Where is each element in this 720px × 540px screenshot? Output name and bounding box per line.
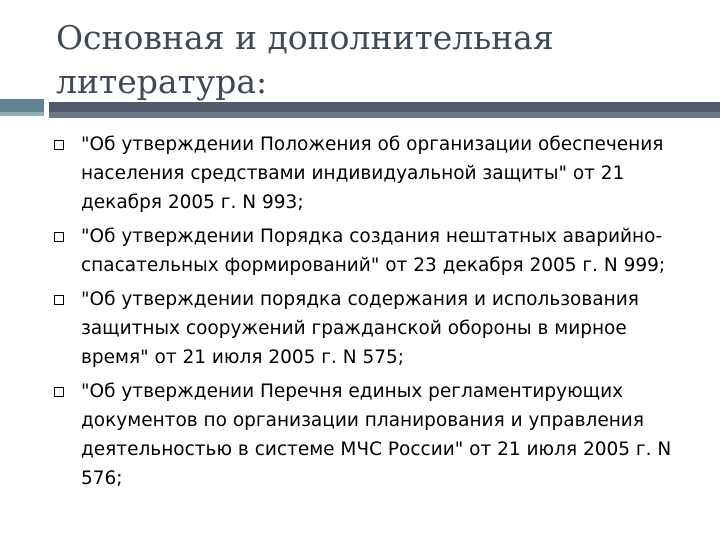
square-outline-icon [54, 387, 64, 397]
slide-title [56, 16, 656, 104]
slide-title-line-2: литература: [56, 62, 268, 101]
title-divider-accent-light [0, 112, 44, 116]
list-item-text: "Об утверждении Положения об организации обеспечения населения средствами индивидуальной защиты" от 21 декабря 2005 г. N 993; [81, 134, 664, 213]
list-item [54, 377, 700, 493]
square-outline-icon [54, 232, 64, 242]
title-divider-bar-light [49, 112, 720, 118]
list-item-text: "Об утверждении Порядка создания нештатных аварийно-спасательных формирований" от 23 декабря 2005 г. N 999; [81, 226, 666, 276]
slide-title-line-1: Основная и дополнительная [56, 18, 554, 57]
list-item-text: "Об утверждении порядка содержания и использования защитных сооружений гражданской обороны в мирное время" от 21 июля 2005 г. N 575; [81, 289, 639, 368]
list-item [54, 285, 700, 372]
square-outline-icon [54, 295, 64, 305]
list-item [54, 222, 700, 280]
literature-list [54, 130, 700, 498]
square-outline-icon [54, 140, 64, 150]
list-item [54, 130, 700, 217]
list-item-text: "Об утверждении Перечня единых регламентирующих документов по организации планирования и управления деятельностью в системе МЧС России" от 21 июля 2005 г. N 576; [81, 381, 672, 489]
